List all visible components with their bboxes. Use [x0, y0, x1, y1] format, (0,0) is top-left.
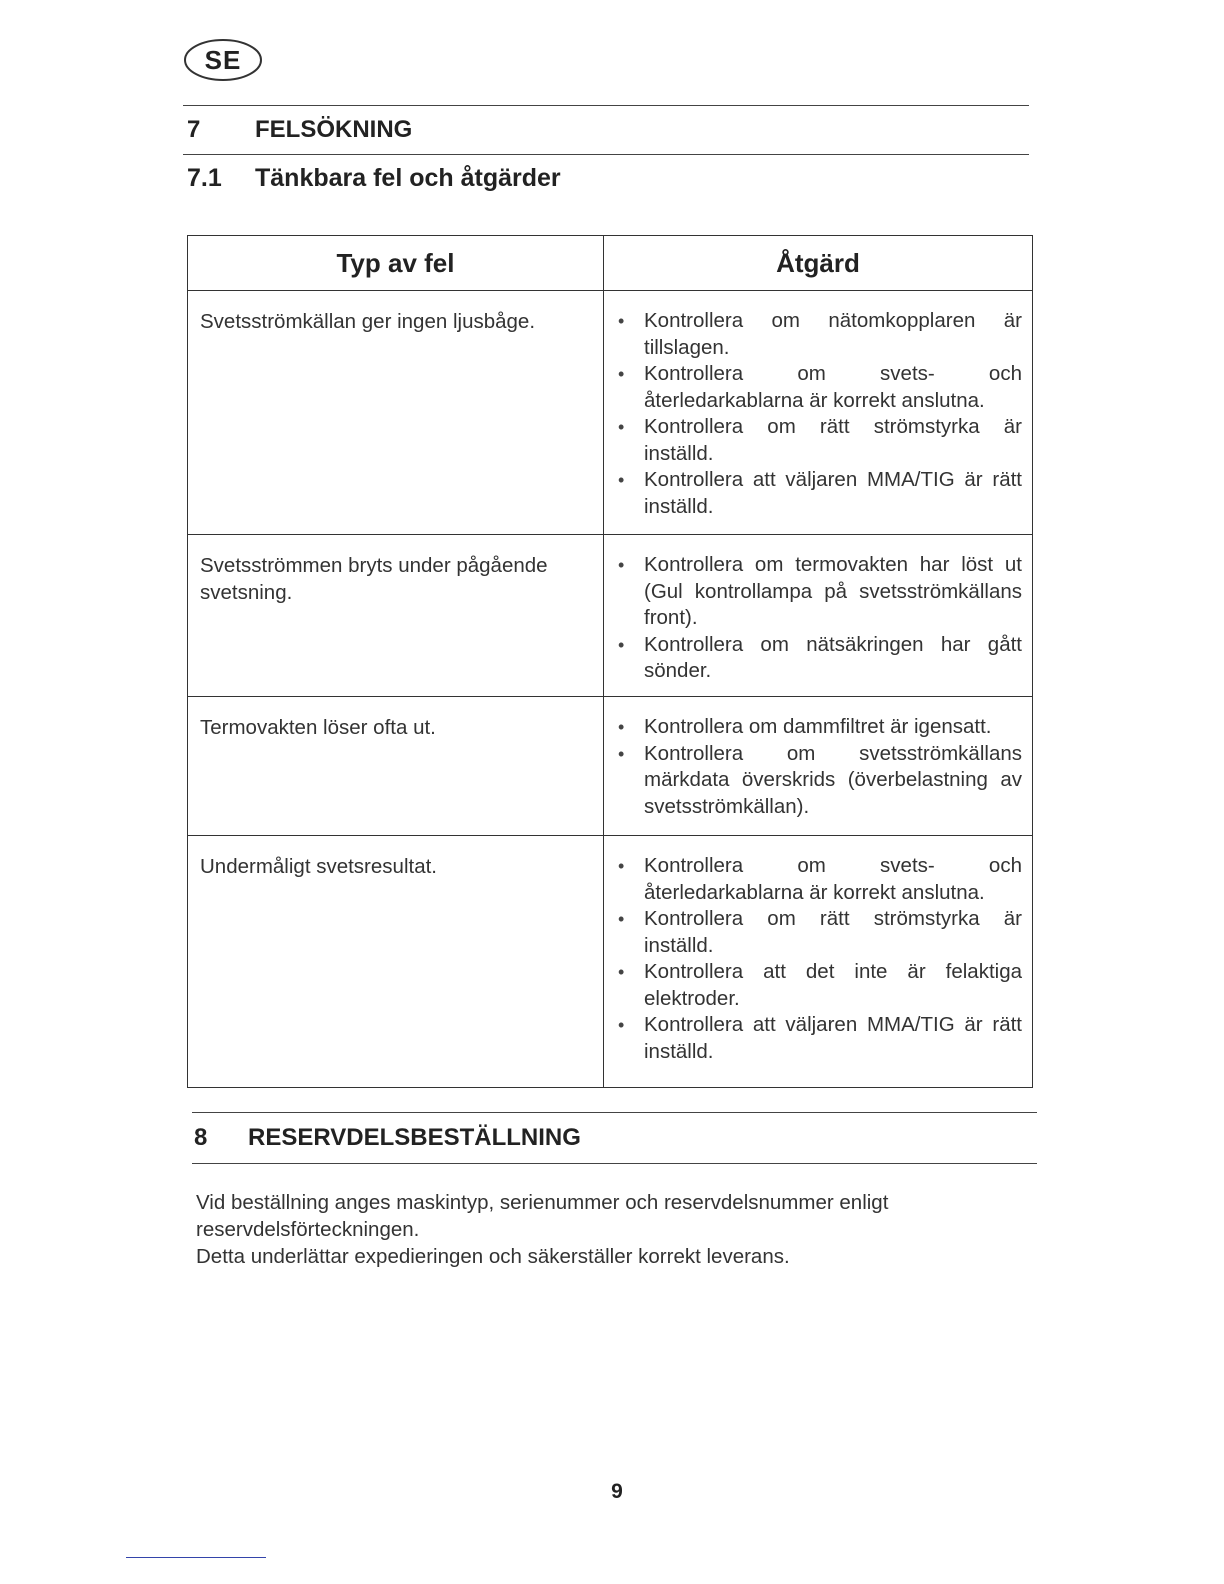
troubleshooting-table — [187, 235, 1033, 1088]
action-list — [616, 308, 1022, 520]
action-cell — [604, 535, 1033, 697]
fault-cell: Svetsströmkällan ger ingen ljusbåge. — [188, 291, 604, 535]
body-paragraph: Vid beställning anges maskintyp, serienummer och reservdelsnummer enligt reservdelsförteckningen. — [196, 1191, 889, 1241]
action-list — [616, 853, 1022, 1065]
action-item: • Kontrollera om svets- och återledarkablarna är korrekt anslutna. — [616, 361, 1022, 414]
section-8-body — [196, 1189, 996, 1270]
footer-line — [126, 1557, 266, 1558]
section-8-number: 8 — [194, 1124, 208, 1151]
action-item: • Kontrollera att väljaren MMA/TIG är rätt inställd. — [616, 1012, 1022, 1065]
action-list — [616, 714, 1022, 820]
action-cell — [604, 836, 1033, 1088]
language-label: SE — [204, 44, 242, 75]
header-fault-type: Typ av fel — [188, 236, 604, 291]
action-cell — [604, 697, 1033, 836]
section-8-top-rule — [192, 1112, 1037, 1113]
section-7-top-rule — [183, 105, 1029, 106]
section-7-bottom-rule — [183, 154, 1029, 155]
fault-cell: Undermåligt svetsresultat. — [188, 836, 604, 1088]
action-item: • Kontrollera att väljaren MMA/TIG är rätt inställd. — [616, 467, 1022, 520]
table-row — [188, 836, 1033, 1088]
fault-cell: Svetsströmmen bryts under pågående svetsning. — [188, 535, 604, 697]
action-item: • Kontrollera om rätt strömstyrka är inställd. — [616, 414, 1022, 467]
section-8-heading — [194, 1124, 581, 1152]
action-item: • Kontrollera om dammfiltret är igensatt. — [616, 714, 1022, 741]
section-7-heading — [187, 116, 412, 144]
action-item: • Kontrollera om nätsäkringen har gått sönder. — [616, 632, 1022, 685]
language-badge — [183, 38, 263, 82]
action-item: • Kontrollera att det inte är felaktiga elektroder. — [616, 959, 1022, 1012]
action-item: • Kontrollera om nätomkopplaren är tillslagen. — [616, 308, 1022, 361]
action-item: • Kontrollera om svets- och återledarkablarna är korrekt anslutna. — [616, 853, 1022, 906]
subsection-7-1-title: Tänkbara fel och åtgärder — [255, 164, 561, 192]
subsection-7-1-heading — [187, 164, 561, 193]
body-paragraph: Detta underlättar expedieringen och säkerställer korrekt leverans. — [196, 1245, 790, 1268]
fault-cell: Termovakten löser ofta ut. — [188, 697, 604, 836]
action-item: • Kontrollera om termovakten har löst ut (Gul kontrollampa på svetsströmkällans front). — [616, 552, 1022, 632]
table-header-row — [188, 236, 1033, 291]
page-number: 9 — [611, 1480, 623, 1503]
subsection-7-1-number: 7.1 — [187, 164, 222, 192]
section-7-title: FELSÖKNING — [255, 116, 413, 143]
section-7-number: 7 — [187, 116, 201, 143]
section-8-bottom-rule — [192, 1163, 1037, 1164]
header-action: Åtgärd — [604, 236, 1033, 291]
table-row — [188, 535, 1033, 697]
action-list — [616, 552, 1022, 685]
action-item: • Kontrollera om svetsströmkällans märkdata överskrids (överbelastning av svetsströmkällan). — [616, 741, 1022, 821]
table-row — [188, 697, 1033, 836]
table-row — [188, 291, 1033, 535]
action-cell — [604, 291, 1033, 535]
section-8-title: RESERVDELSBESTÄLLNING — [248, 1124, 581, 1151]
action-item: • Kontrollera om rätt strömstyrka är inställd. — [616, 906, 1022, 959]
